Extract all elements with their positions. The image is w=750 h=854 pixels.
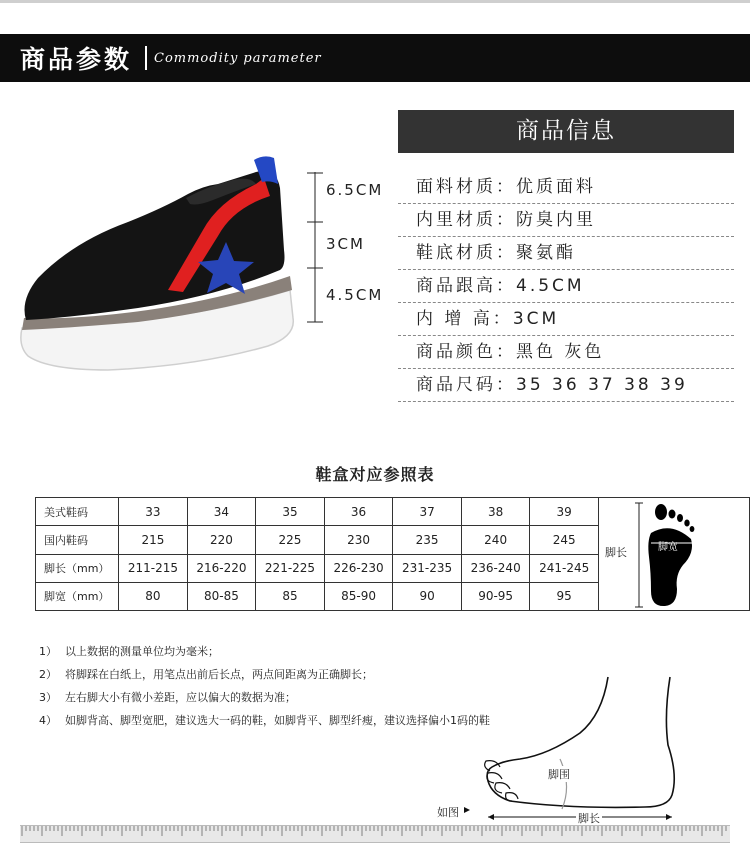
info-value: 聚氨酯: [516, 243, 576, 263]
ruler: [20, 825, 730, 843]
foot-measure-cell: [598, 498, 749, 611]
info-row-lining: [398, 204, 734, 237]
product-info-header: 商品信息: [398, 110, 734, 153]
note-number: 2）: [39, 668, 57, 681]
note-item: [39, 640, 490, 663]
info-label: 商品颜色：: [416, 342, 516, 362]
table-cell: 95: [530, 582, 599, 610]
table-cell: 90: [393, 582, 462, 610]
table-cell: 240: [461, 526, 530, 554]
row-header: 美式鞋码: [36, 498, 119, 526]
table-cell: 241-245: [530, 554, 599, 582]
info-label: 商品尺码：: [416, 375, 516, 395]
foot-length-diagram-label: 脚长: [578, 812, 600, 825]
footprint-icon: [633, 501, 709, 609]
banner-separator: [145, 46, 147, 70]
note-text: 以上数据的测量单位均为毫米；: [65, 645, 219, 658]
note-item: [39, 709, 490, 732]
info-row-sole: [398, 237, 734, 270]
table-cell: 225: [256, 526, 325, 554]
foot-girth-label: 脚围: [548, 768, 570, 781]
table-cell: 39: [530, 498, 599, 526]
table-cell: 216-220: [187, 554, 256, 582]
table-cell: 37: [393, 498, 462, 526]
shoe-image: [18, 150, 303, 375]
note-number: 3）: [39, 691, 57, 704]
table-cell: 221-225: [256, 554, 325, 582]
info-row-size: [398, 369, 734, 402]
info-value: 35 36 37 38 39: [516, 375, 688, 395]
note-number: 1）: [39, 645, 57, 658]
table-cell: 231-235: [393, 554, 462, 582]
info-row-inner-height: [398, 303, 734, 336]
note-text: 将脚踩在白纸上，用笔点出前后长点，两点间距离为正确脚长；: [65, 668, 373, 681]
table-cell: 33: [119, 498, 188, 526]
info-row-heel-height: [398, 270, 734, 303]
table-cell: 35: [256, 498, 325, 526]
info-label: 内里材质：: [416, 210, 516, 230]
product-info-panel: [398, 110, 734, 402]
size-table-title: 鞋盒对应参照表: [315, 465, 435, 484]
table-cell: 80: [119, 582, 188, 610]
banner-subtitle: Commodity parameter: [154, 51, 322, 66]
height-dimension-lines: [305, 172, 325, 324]
table-cell: 215: [119, 526, 188, 554]
note-item: [39, 663, 490, 686]
top-divider: [0, 0, 750, 3]
row-header: 脚宽（mm）: [36, 582, 119, 610]
height-label-bottom: 4.5CM: [326, 286, 384, 304]
table-cell: 85: [256, 582, 325, 610]
info-label: 鞋底材质：: [416, 243, 516, 263]
table-cell: 34: [187, 498, 256, 526]
size-table: [35, 497, 750, 611]
diagram-example-label: 如图: [437, 806, 459, 819]
info-label: 面料材质：: [416, 177, 516, 197]
info-value: 优质面料: [516, 177, 596, 197]
banner-title: 商品参数: [20, 45, 133, 74]
foot-length-label: 脚长: [604, 546, 627, 559]
info-row-color: [398, 336, 734, 369]
table-cell: 38: [461, 498, 530, 526]
note-text: 如脚背高、脚型宽肥，建议选大一码的鞋，如脚背平、脚型纤瘦，建议选择偏小1码的鞋: [65, 714, 490, 727]
table-cell: 235: [393, 526, 462, 554]
table-cell: 226-230: [324, 554, 393, 582]
table-row: [36, 498, 750, 526]
row-header: 脚长（mm）: [36, 554, 119, 582]
table-cell: 230: [324, 526, 393, 554]
info-value: 4.5CM: [516, 276, 585, 296]
note-text: 左右脚大小有微小差距，应以偏大的数据为准；: [65, 691, 296, 704]
foot-width-label: 脚宽: [657, 542, 678, 553]
table-cell: 85-90: [324, 582, 393, 610]
table-cell: 80-85: [187, 582, 256, 610]
table-cell: 245: [530, 526, 599, 554]
table-cell: 211-215: [119, 554, 188, 582]
info-label: 商品跟高：: [416, 276, 516, 296]
info-value: 防臭内里: [516, 210, 596, 230]
table-cell: 90-95: [461, 582, 530, 610]
note-number: 4）: [39, 714, 57, 727]
height-label-top: 6.5CM: [326, 181, 384, 199]
info-label: 内 增 高：: [416, 309, 513, 329]
note-item: [39, 686, 490, 709]
height-label-middle: 3CM: [326, 235, 365, 253]
section-banner: [0, 34, 750, 82]
table-cell: 36: [324, 498, 393, 526]
table-cell: 220: [187, 526, 256, 554]
info-row-fabric: [398, 171, 734, 204]
row-header: 国内鞋码: [36, 526, 119, 554]
info-value: 黑色 灰色: [516, 342, 605, 362]
table-cell: 236-240: [461, 554, 530, 582]
measurement-notes: [39, 640, 490, 732]
foot-measure-diagram: [430, 675, 700, 827]
ruler-ticks: [20, 826, 730, 842]
info-value: 3CM: [512, 309, 560, 329]
